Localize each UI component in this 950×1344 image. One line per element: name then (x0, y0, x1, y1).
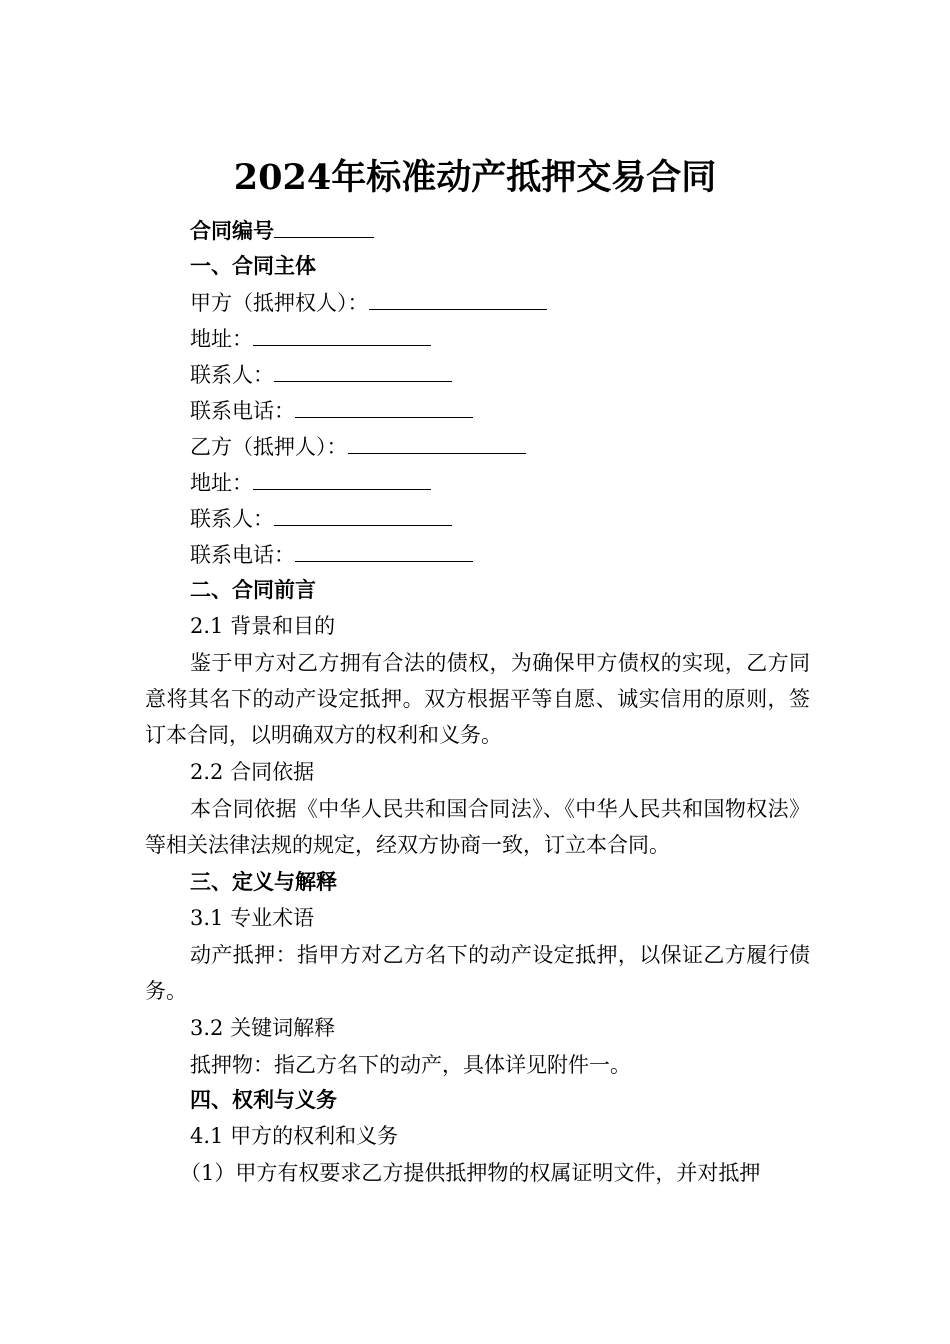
party-b-phone-blank[interactable] (295, 541, 473, 562)
section-2-2-heading: 2.2 合同依据 (190, 760, 315, 784)
party-b-address-blank[interactable] (253, 469, 431, 490)
contract-number-label: 合同编号 (190, 219, 274, 243)
section-4-heading: 四、权利与义务 (190, 1088, 337, 1112)
party-b-phone-label: 联系电话： (190, 543, 295, 567)
section-2-heading: 二、合同前言 (190, 578, 316, 602)
contract-number-blank[interactable] (274, 217, 374, 238)
contract-number-row (190, 217, 374, 244)
section-2-2-paragraph: 本合同依据《中华人民共和国合同法》、《中华人民共和国物权法》等相关法律法规的规定，经双方协商一致，订立本合同。 (145, 797, 810, 857)
party-b-row (190, 433, 526, 460)
party-a-contact-blank[interactable] (274, 361, 452, 382)
party-a-phone-row (190, 397, 473, 424)
party-a-address-row (190, 325, 431, 352)
section-1-heading: 一、合同主体 (190, 254, 316, 278)
section-3-2-paragraph: 抵押物：指乙方名下的动产，具体详见附件一。 (190, 1053, 631, 1077)
party-b-address-label: 地址： (190, 471, 253, 495)
party-b-contact-row (190, 505, 452, 532)
party-b-address-row (190, 469, 431, 496)
section-3-1-paragraph: 动产抵押：指甲方对乙方名下的动产设定抵押，以保证乙方履行债务。 (145, 943, 810, 1003)
party-b-contact-label: 联系人： (190, 507, 274, 531)
party-a-row (190, 289, 547, 316)
party-b-contact-blank[interactable] (274, 505, 452, 526)
party-a-contact-row (190, 361, 452, 388)
party-a-address-blank[interactable] (253, 325, 431, 346)
section-4-1-heading: 4.1 甲方的权利和义务 (190, 1124, 399, 1148)
party-b-blank[interactable] (348, 433, 526, 454)
section-3-heading: 三、定义与解释 (190, 870, 337, 894)
section-2-1-heading: 2.1 背景和目的 (190, 614, 336, 638)
section-2-1-paragraph: 鉴于甲方对乙方拥有合法的债权，为确保甲方债权的实现，乙方同意将其名下的动产设定抵押。双方根据平等自愿、诚实信用的原则，签订本合同，以明确双方的权利和义务。 (145, 651, 810, 747)
party-a-phone-blank[interactable] (295, 397, 473, 418)
party-a-blank[interactable] (369, 289, 547, 310)
party-a-address-label: 地址： (190, 327, 253, 351)
party-b-phone-row (190, 541, 473, 568)
document-title: 2024年标准动产抵押交易合同 (233, 157, 717, 198)
section-3-2-heading: 3.2 关键词解释 (190, 1016, 336, 1040)
section-3-1-heading: 3.1 专业术语 (190, 906, 315, 930)
section-4-1-paragraph: （1）甲方有权要求乙方提供抵押物的权属证明文件，并对抵押 (180, 1161, 761, 1185)
party-b-label: 乙方（抵押人）： (190, 435, 348, 459)
party-a-phone-label: 联系电话： (190, 399, 295, 423)
party-a-contact-label: 联系人： (190, 363, 274, 387)
party-a-label: 甲方（抵押权人）： (190, 291, 369, 315)
